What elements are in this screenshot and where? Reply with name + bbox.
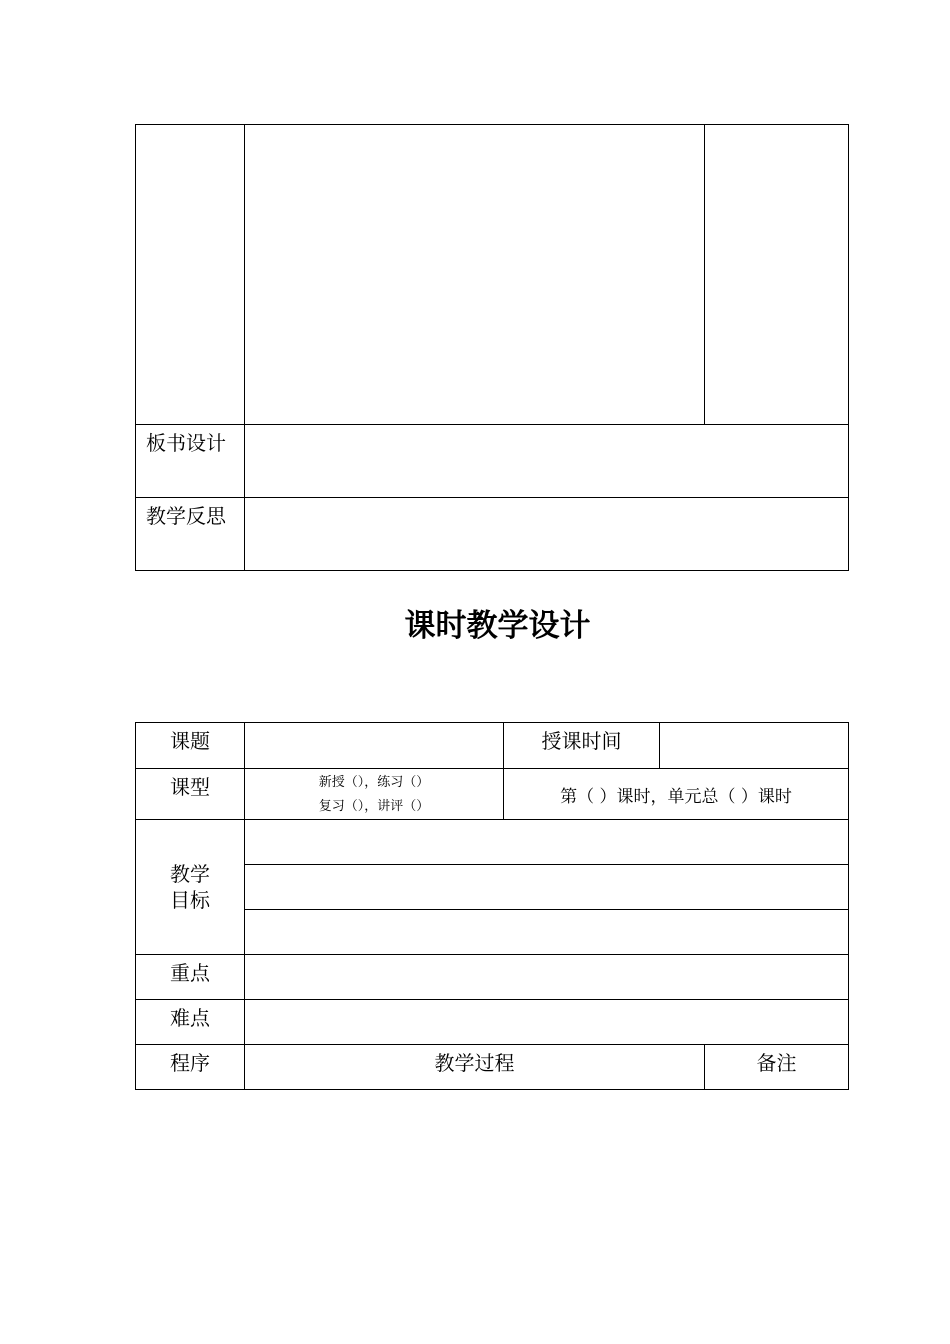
lesson-type-line2: 复习（），讲评（）	[318, 799, 430, 814]
period-count[interactable]: 第（ ）课时，单元总（ ）课时	[504, 769, 849, 820]
difficulties-label: 难点	[136, 1000, 245, 1045]
notes-label: 备注	[705, 1045, 849, 1090]
reflection-content	[245, 498, 849, 571]
difficulties-field[interactable]	[245, 1000, 849, 1045]
board-design-content	[245, 425, 849, 498]
procedure-cell	[136, 125, 245, 425]
topic-field[interactable]	[245, 723, 504, 769]
objective-field-3[interactable]	[245, 910, 849, 955]
topic-label: 课题	[136, 723, 245, 769]
notes-content-cell	[705, 125, 849, 425]
top-lesson-table	[135, 124, 849, 571]
objective-field-1[interactable]	[245, 820, 849, 865]
teaching-time-label: 授课时间	[504, 723, 660, 769]
lesson-design-table	[135, 722, 849, 1090]
document-title: 课时教学设计	[404, 608, 591, 644]
key-points-label: 重点	[136, 955, 245, 1000]
teaching-time-field[interactable]	[660, 723, 849, 769]
board-design-label: 板书设计	[136, 425, 245, 498]
process-content-cell	[245, 125, 705, 425]
lesson-type-label: 课型	[136, 769, 245, 820]
reflection-label: 教学反思	[136, 498, 245, 571]
objective-field-2[interactable]	[245, 865, 849, 910]
objectives-label: 教学 目标	[136, 820, 245, 955]
process-label: 教学过程	[245, 1045, 705, 1090]
lesson-type-options[interactable]	[245, 769, 504, 820]
key-points-field[interactable]	[245, 955, 849, 1000]
procedure-label: 程序	[136, 1045, 245, 1090]
lesson-type-line1: 新授（），练习（）	[318, 775, 430, 790]
